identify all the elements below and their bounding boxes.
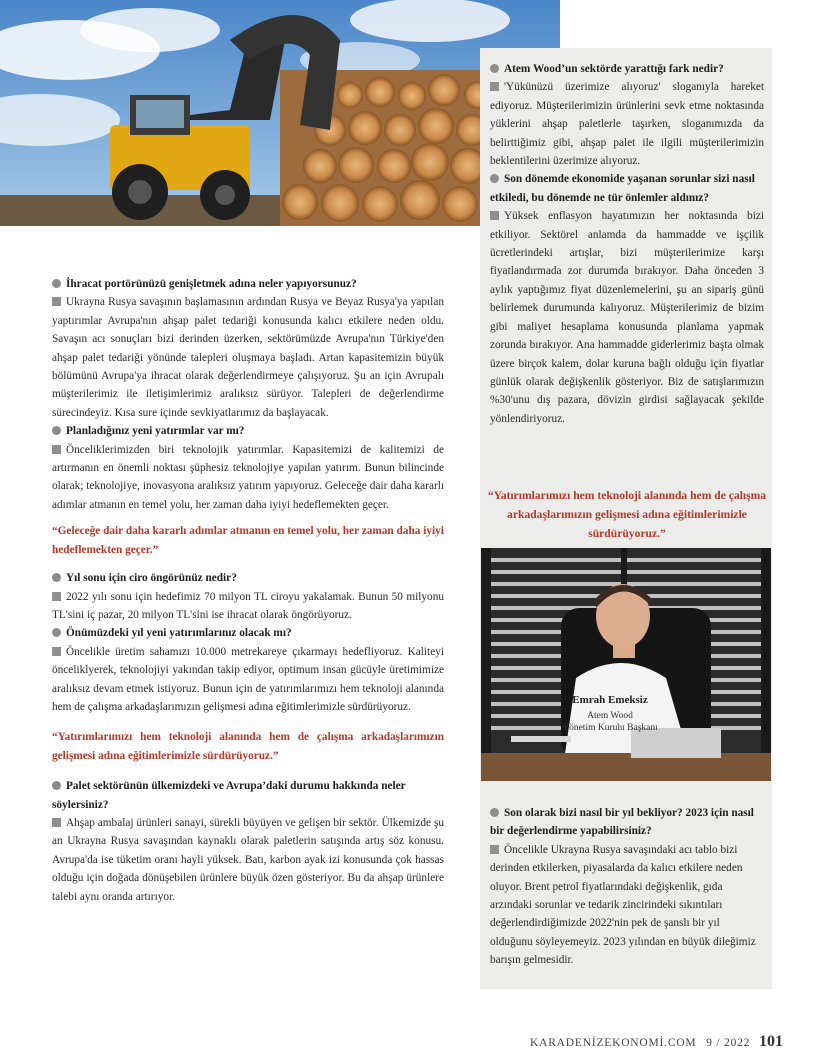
- answer-2023: Öncelikle Ukrayna Rusya savaşındaki acı tablo bizi derinden etkilerken, piyasalarda da kalıcı etkilere neden oluyor. Brent petrol fiyatlarındaki değişkenlik, gıda arzındaki sorunlar ve tedarik zincirindeki sıkıntıları değerlendirdiğimizde 2022'nin pek de şanslı bir yıl olduğunu söyleyemeyiz. 2023 yılından en büyük dileğimiz barışın gelmesidir.: [490, 843, 756, 967]
- caption-position: Yönetim Kurulu Başkanı: [562, 722, 658, 733]
- bullet-icon: [490, 808, 499, 817]
- question-next-year: Önümüzdeki yıl yeni yatırımlarınız olacak mı?: [52, 624, 444, 642]
- answer-pallet-sector: Ahşap ambalaj ürünleri sanayi, sürekli büyüyen ve gelişen bir sektör. Ülkemizde şu an Ukrayna Rusya savaşından kaynaklı olarak paletlerin satışında artış söz konusu. Avrupa'da ise tüketim oranı hayli yüksek. Batı, karbon ayak izi konusunda çok hassas olduğu için doğada dönüşebilen ürünlere büyük özen gösteriyor. Bu da ahşap ürünlere talebi aynı oranda artırıyor.: [52, 816, 444, 903]
- bullet-icon: [52, 628, 61, 637]
- bullet-icon: [52, 573, 61, 582]
- square-bullet-icon: [52, 297, 61, 306]
- square-bullet-icon: [52, 592, 61, 601]
- footer-issue: 9 / 2022: [706, 1037, 751, 1049]
- question-economy: Son dönemde ekonomide yaşanan sorunlar sizi nasıl etkiledi, bu dönemde ne tür önlemler aldınız?: [490, 173, 755, 204]
- pull-quote-right: “Yatırımlarımızı hem teknoloji alanında hem de çalışma arkadaşlarımızın gelişmesi adına eğitimlerimizle sürdürüyoruz.”: [487, 489, 767, 540]
- answer-export: Ukrayna Rusya savaşının başlamasının ardından Rusya ve Beyaz Rusya'ya yapılan yaptırımlar Avrupa'nın ahşap palet tedariği konusunda kalıcı etkilere neden oldu. Savaşın acı sonuçları bizi derinden üzerken, sektörümüzde Avrupa'nın Türkiye'den ahşap palet tedariği yönünde talepleri oluşmaya başladı. Artan kapasitemizin büyük bölümünü Avrupa'ya ihracat olarak değerlendirmeye çalışıyoruz. Şu an için Avrupalı müşterilerimiz ile iletişimlerimiz aralıksız sürüyor. Talepleri de değerlendirme sürecindeyiz. Kısa sure içinde sevkiyatlarımız da başlayacak.: [52, 296, 444, 419]
- square-bullet-icon: [52, 445, 61, 454]
- footer-site: KARADENİZEKONOMİ.COM: [530, 1037, 697, 1049]
- square-bullet-icon: [52, 647, 61, 656]
- page-footer: [530, 1033, 783, 1051]
- hero-image: [0, 0, 560, 226]
- square-bullet-icon: [490, 211, 499, 220]
- square-bullet-icon: [490, 845, 499, 854]
- square-bullet-icon: [52, 818, 61, 827]
- bullet-icon: [52, 781, 61, 790]
- answer-difference: 'Yükünüzü üzerimize alıyoruz' sloganıyla hareket ediyoruz. Müşterilerimizin ürünlerini sevk etme noktasında yüklerini ahşap paletlerle taşırken, sloganımızda da belirttiğimiz gibi, ahşap palet ile ilgili müşterilerimizin beklentilerini üzerimize alıyoruz.: [490, 81, 764, 168]
- question-revenue: Yıl sonu için ciro öngörünüz nedir?: [52, 569, 444, 587]
- answer-investments: Önceliklerimizden biri teknolojik yatırımlar. Kapasitemizi de kalitemizi de artırmanın en önemli noktası şüphesiz teknolojiye yapılan yatırım. Bunun bilincinde olarak; teknolojiye, inovasyona aralıksız yatırım yapıyoruz. Geleceğe dair daha kararlı adımlar atmanın en temel yolu, her zaman daha iyiyi hedeflemekten geçer.: [52, 443, 444, 511]
- question-investments: Planladığınız yeni yatırımlar var mı?: [52, 422, 444, 440]
- bullet-icon: [52, 426, 61, 435]
- left-column: [52, 275, 444, 906]
- bullet-icon: [52, 279, 61, 288]
- page-number: 101: [758, 1033, 783, 1050]
- question-2023: Son olarak bizi nasıl bir yıl bekliyor? 2023 için nasıl bir değerlendirme yapabilirsiniz?: [490, 807, 754, 838]
- bullet-icon: [490, 174, 499, 183]
- bullet-icon: [490, 64, 499, 73]
- pull-quote-future: “Geleceğe dair daha kararlı adımlar atmanın en temel yolu, her zaman daha iyiyi hedeflemekten geçer.”: [52, 525, 444, 556]
- answer-revenue: 2022 yılı sonu için hedefimiz 70 milyon TL ciroyu yakalamak. Bunun 50 milyonu TL'sini iç pazar, 20 milyon TL'sini ise ihracat olarak öngörüyoruz.: [52, 590, 444, 621]
- answer-economy: Yüksek enflasyon hayatımızın her noktasında bizi etkiliyor. Sektörel anlamda da hammadde ve işçilik ücretlerindeki artışlar, bizi müşterilerimize karşı fiyatlandırmada zor durumda bırakıyor. Daha önceden 3 aylık yaptığımız fiyat düzenlemelerini, şu an sipariş günü belirlemek durumunda kalıyoruz. Müşterilerimiz de bizim gibi maliyet hesaplama konusunda planlama yapmak zorunda bırakıyor. Ana hammadde giderlerimiz başta olmak üzere birçok kalem, dolar kuruna bağlı olduğu için fiyatlar günlük olarak değişkenlik gösteriyor. Biz de satışlarımızın %30'unu dış pazara, dövizin girdisi sağlayacak şekilde yönlendiriyoruz.: [490, 210, 764, 425]
- caption-title: [545, 711, 675, 734]
- right-column-top: [490, 60, 764, 428]
- right-column-bottom: [490, 804, 764, 970]
- question-pallet-sector: Palet sektörünün ülkemizdeki ve Avrupa’daki durumu hakkında neler söylersiniz?: [52, 780, 406, 811]
- question-export: İhracat portörünüzü genişletmek adına neler yapıyorsunuz?: [52, 275, 444, 293]
- caption-company: Atem Wood: [587, 711, 633, 721]
- caption-name: Emrah Emeksiz: [572, 694, 648, 706]
- question-difference: Atem Wood’un sektörde yarattığı fark nedir?: [490, 60, 764, 78]
- pull-quote-investments: “Yatırımlarımızı hem teknoloji alanında hem de çalışma arkadaşlarımızın gelişmesi adına eğitimlerimizle sürdürüyoruz.”: [52, 731, 444, 762]
- portrait-photo: [481, 548, 771, 781]
- square-bullet-icon: [490, 82, 499, 91]
- answer-next-year: Öncelikle üretim sahamızı 10.000 metrekareye çıkarmayı hedefliyoruz. Kaliteyi önceliklyerek, teknolojiyi yakından takip ediyor, optimum insan gücüyle üretimimize aralıksız devam etmek istiyoruz. Bunun için de yatırımlarımızı hem teknoloji alanında hem de çalışma arkadaşlarımızın gelişmesi adına eğitimlerimizle sürdürüyoruz.: [52, 645, 444, 713]
